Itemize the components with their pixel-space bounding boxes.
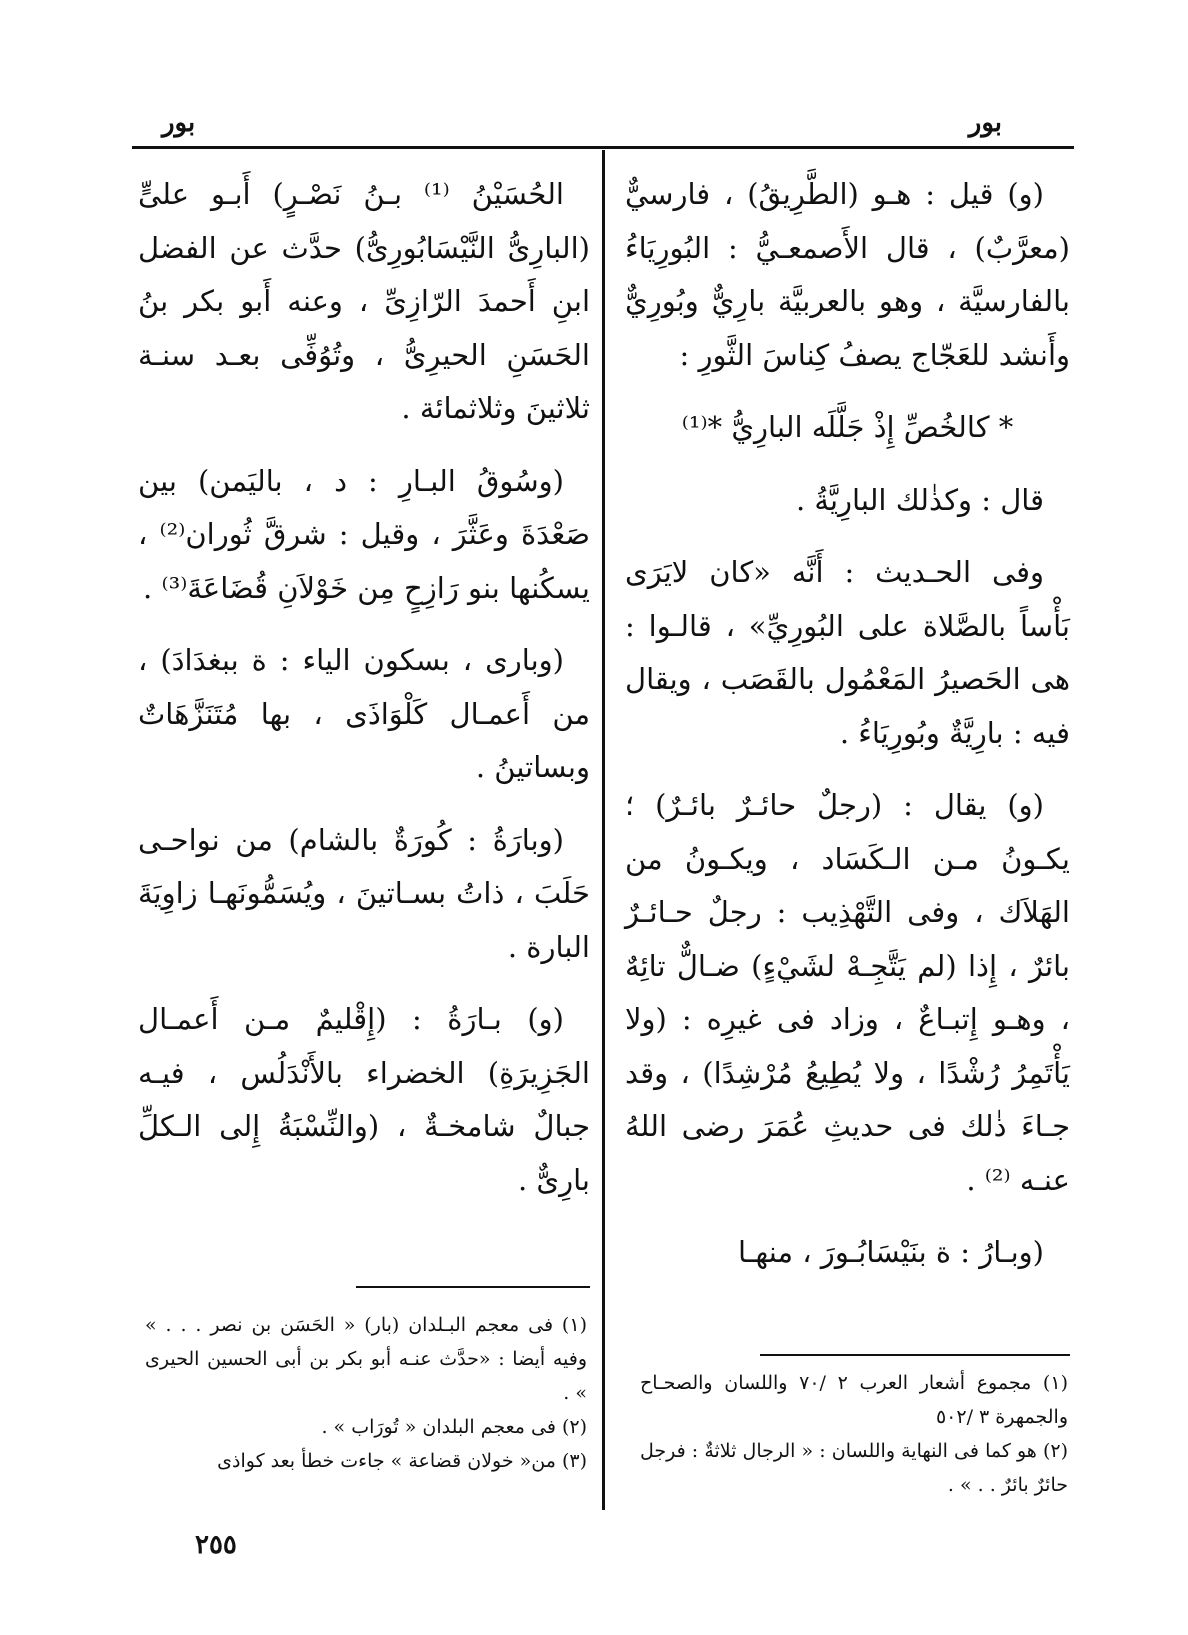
left-column — [138, 168, 590, 1226]
entry-paragraph: (وبارى ، بسكون الياء : ة ببغدَادَ) ، من أَعمـال كَلْوَاذَى ، بها مُتَنَزَّهَاتٌ وبساتينُ . — [138, 643, 590, 784]
entry-paragraph: (و) بـارَةُ : (إِقْليمٌ مـن أَعمـال الجَزِيرَةِ) الخضراء بالأَنْدَلُس ، فيـه جبالٌ شامخـةٌ ، (والنِّسْبَةُ إِلى الـكلِّ بارِىٌّ . — [138, 1002, 590, 1197]
entry-paragraph: (وسُوقُ البـارِ : د ، باليَمن) بين صَعْدَةَ وعَثَّرَ ، وقيل : شرقَّ ثُوران⁽²⁾ ، يسكُنها بنو رَازِحٍ مِن خَوْلاَنِ قُضَاعَةَ⁽³⁾ . — [138, 463, 590, 605]
column-divider — [602, 150, 605, 1510]
footnotes-left — [145, 1308, 587, 1478]
footnote: (٢) فى معجم البلدان « تُورَاب » . — [321, 1416, 587, 1438]
entry-paragraph: (و) قيل : هـو (الطَّرِيقُ) ، فارسيٌّ (معرَّبٌ) ، قال الأَصمعـيُّ : البُورِيَاءُ بالفارسيَّة ، وهو بالعربيَّة بارِيٌّ وبُورِيٌّ وأَنشد للعَجّاج يصفُ كِناسَ الثَّورِ : — [625, 177, 1070, 372]
footnote: (٢) هو كما فى النهاية واللسان : « الرجال ثلاثةٌ : فرجل حائرٌ بائرٌ . . » . — [640, 1440, 1068, 1496]
entry-paragraph: (و) يقال : (رجلٌ حائـرٌ بائـرٌ) ؛ يكـونُ مـن الـكَسَاد ، ويكـونُ من الهَلاَك ، وفى التَّهْذِيب : رجلٌ حـائـرٌ بائرٌ ، إِذا (لم يَتَّجِـهْ لشَيْءٍ) ضـالٌّ تائِهٌ ، وهـو إِتبـاعٌ ، وزاد فى غيرِه : (ولا يَأْتَمِرُ رُشْدًا ، ولا يُطِيعُ مُرْشِدًا) ، وقد جـاءَ ذٰلك فى حديثِ عُمَرَ رضى اللهُ عنـه ⁽²⁾ . — [625, 788, 1070, 1197]
page-number: ٢٥٥ — [195, 1530, 237, 1560]
footnotes-right — [640, 1366, 1068, 1502]
footnote: (١) فى معجم البـلدان (بار) « الحَسَن بن نصر . . . » وفيه أيضا : «حدَّث عنـه أبو بكر بن أبى الحسين الحيرى » . — [145, 1314, 587, 1404]
right-column — [625, 168, 1070, 1299]
entry-paragraph: (وبـارُ : ة بنَيْسَابُـورَ ، منهـا — [738, 1235, 1044, 1269]
entry-paragraph: قال : وكذٰلك البارِيَّةُ . — [795, 482, 1044, 517]
footnote: (٣) من« خولان قضاعة » جاءت خطأ بعد كواذى — [217, 1450, 587, 1472]
entry-paragraph: وفى الحـديث : أَنَّه «كان لايَرَى بَأْساً بالصَّلاة على البُورِيِّ» ، قالـوا : هى الحَصيرُ المَعْمُول بالقَصَب ، ويقال فيه : بارِيَّةٌ وبُورِيَاءُ . — [625, 555, 1070, 750]
entry-paragraph: (وبارَةُ : كُورَةٌ بالشام) من نواحـى حَلَبَ ، ذاتُ بسـاتينَ ، ويُسَمُّونَهـا زاوِيَةَ البارة . — [138, 822, 590, 964]
running-header-left: بور — [162, 108, 196, 138]
footnote: (١) مجموع أشعار العرب ٢ /٧٠ واللسان والصحـاح والجمهرة ٣ /٥٠٢ — [640, 1372, 1068, 1428]
header-rule — [132, 146, 1074, 149]
entry-paragraph: الحُسَيْنُ ⁽¹⁾ بـنُ نَصْـرٍ) أَبـو علىٍّ (البارِىُّ النَّيْسَابُورِىُّ) حدَّث عن الفضل ابنِ أَحمدَ الرّازِىِّ ، وعنه أَبو بكر بنُ الحَسَنِ الحيرِىُّ ، وتُوُفِّى بعـد سنـة ثلاثينَ وثلاثمائة . — [138, 177, 590, 425]
verse-line: * كالخُصِّ إِذْ جَلَّلَه البارِيُّ *⁽¹⁾ — [681, 410, 1014, 444]
footnote-rule-left — [356, 1286, 590, 1288]
running-header-right: بور — [968, 108, 1002, 138]
footnote-rule-right — [760, 1354, 1070, 1356]
